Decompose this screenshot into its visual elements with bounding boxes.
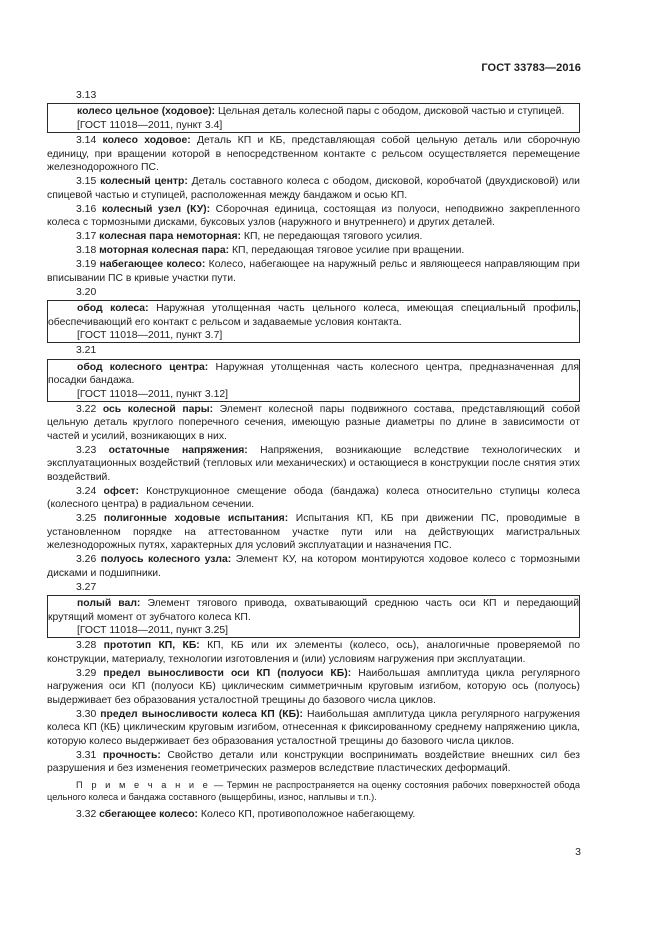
term-entry [47, 708, 580, 748]
term-name: сбегающее колесо: [99, 808, 198, 820]
term-number: 3.17 [76, 231, 97, 243]
term-entry [47, 512, 580, 552]
term-number: 3.29 [76, 667, 97, 679]
term-definition: Элемент тягового привода, охватывающий среднюю часть оси КП и передающий крутящий момент от зубчатого колеса КП. [48, 598, 580, 623]
term-entry [47, 258, 580, 285]
term-name: колесо цельное (ходовое): [77, 106, 216, 118]
note [47, 779, 580, 803]
term-definition: Колесо КП, противоположное набегающему. [198, 808, 416, 820]
term-number: 3.15 [76, 176, 97, 188]
term-number: 3.31 [76, 749, 97, 761]
term-entry [47, 444, 580, 484]
term-number: 3.30 [76, 708, 97, 720]
note-label: П р и м е ч а н и е [76, 779, 211, 790]
term-box [47, 595, 580, 638]
term-number: 3.16 [76, 203, 97, 215]
term-definition: Напряжения, возникающие вследствие технологических и эксплуатационных воздействий (тепловых или механических) и остающиеся в конструкции после снятия этих воздействий. [47, 444, 580, 483]
term-number: 3.25 [76, 513, 97, 525]
term-name: колесо ходовое: [102, 135, 191, 147]
term-entry [47, 639, 580, 666]
page-number: 3 [575, 846, 581, 858]
term-definition: КП, передающая тяговое усилие при вращении. [229, 245, 465, 257]
term-entry [47, 808, 580, 821]
term-box [47, 359, 580, 402]
term-definition: Цельная деталь колесной пары с ободом, дисковой частью и ступицей. [215, 106, 565, 118]
term-entry [47, 485, 580, 512]
term-number: 3.19 [76, 259, 97, 271]
term-definition: Свойство детали или конструкции воспринимать воздействие внешних сил без разрушения и без изменения геометрических размеров вследствие пластических деформаций. [47, 749, 581, 775]
term-name: колесная пара немоторная: [99, 231, 242, 243]
term-box [47, 103, 580, 133]
term-definition: Испытания КП, КБ при движении ПС, проводимые в установленном порядке на аттестованном участке пути или на действующих магистральных железнодорожных путях, характерных для условий эксплуатации и назначения ПС. [47, 513, 581, 552]
term-entry [47, 749, 580, 776]
term-name: прототип КП, КБ: [103, 640, 200, 652]
term-number: 3.32 [76, 808, 97, 820]
term-reference: [ГОСТ 11018—2011, пункт 3.25] [77, 625, 229, 636]
term-definition: Наружная утолщенная часть цельного колеса, имеющая специальный профиль, обеспечивающий его контакт с рельсом и задаваемые условия контакта. [48, 303, 580, 328]
term-name: ось колесной пары: [102, 404, 214, 416]
term-entry [47, 203, 580, 230]
term-number: 3.26 [76, 554, 97, 566]
term-entry [48, 361, 579, 388]
term-entry [47, 230, 580, 243]
term-name: остаточные напряжения: [108, 444, 248, 456]
term-number: 3.14 [76, 135, 97, 147]
term-number: 3.24 [76, 485, 97, 497]
term-name: моторная колесная пара: [99, 245, 230, 257]
term-name: полуось колесного узла: [100, 554, 232, 566]
term-entry [48, 105, 579, 118]
term-definition: КП, КБ или их элементы (колесо, ось), аналогичные проверяемой по конструкции, материалу, технологии изготовления и (или) условиям нагружения при эксплуатации. [47, 640, 581, 665]
term-definition: Элемент КУ, на котором монтируются ходовое колесо с тормозными дисками и подшипники. [47, 554, 581, 579]
term-name: полигонные ходовые испытания: [103, 513, 289, 525]
term-name: предел выносливости оси КП (полуоси КБ): [103, 667, 352, 679]
term-entry [47, 134, 580, 174]
term-definition: Наружная утолщенная часть колесного центра, предназначенная для посадки бандажа. [48, 361, 579, 387]
term-name: прочность: [102, 749, 161, 761]
term-number: 3.28 [76, 640, 97, 652]
term-reference: [ГОСТ 11018—2011, пункт 3.7] [77, 330, 223, 342]
term-name: обод колесного центра: [77, 361, 209, 373]
terms-section [47, 89, 580, 822]
term-number: 3.20 [76, 286, 97, 298]
term-number: 3.21 [76, 345, 97, 357]
term-number: 3.23 [76, 444, 97, 456]
term-definition: Элемент колесной пары подвижного состава, представляющий собой цельную деталь круглого поперечного сечения, имеющую разные диаметры по длине в зависимости от частей и усилий, возникающих в них. [47, 404, 581, 442]
term-entry [47, 667, 580, 707]
term-definition: КП, не передающая тягового усилия. [241, 231, 423, 243]
term-name: обод колеса: [77, 303, 149, 315]
term-name: предел выносливости колеса КП (КБ): [100, 708, 303, 720]
term-name: колесный узел (КУ): [101, 203, 211, 215]
term-entry [47, 244, 580, 257]
term-box [47, 300, 580, 343]
term-definition: Сборочная единица, состоящая из полуоси, неподвижно закрепленного колеса с тормозными дисками, буксовых узлов (наружного и внутреннего) и других деталей. [47, 203, 580, 229]
term-number: 3.13 [76, 90, 97, 101]
term-definition: Колесо, набегающее на наружный рельс и являющееся направляющим при вписывании ПС в кривые участки пути. [47, 259, 580, 284]
term-entry [47, 175, 580, 202]
term-reference: [ГОСТ 11018—2011, пункт 3.12] [77, 388, 229, 400]
term-number: 3.27 [76, 581, 97, 593]
term-definition: Конструкционное смещение обода (бандажа) колеса относительно ступицы колеса (колесного центра) в радиальном сечении. [47, 485, 581, 511]
term-name: колесный центр: [100, 176, 188, 188]
note-text: — Термин не распространяется на оценку состояния рабочих поверхностей обода цельного колеса и бандажа составного (выщербины, износ, наплывы и т.п.). [47, 779, 580, 802]
term-entry [47, 553, 580, 580]
term-number: 3.22 [76, 404, 97, 416]
term-name: набегающее колесо: [99, 259, 206, 271]
term-name: офсет: [103, 485, 139, 497]
term-definition: Деталь КП и КБ, представляющая собой цельную деталь или сборочную единицу, при вращении которой в непосредственном контакте с рельсом осуществляется перемещение железнодорожного ПС. [47, 135, 580, 174]
term-reference: [ГОСТ 11018—2011, пункт 3.4] [77, 119, 223, 131]
term-entry [48, 302, 579, 329]
term-entry [48, 597, 579, 624]
term-definition: Наибольшая амплитуда цикла регулярного нагружения оси КП (полуоси КБ) циклическим симметричным круговым изгибом, которую ось (полуось) выдерживает без образования усталостной трещины до базового числа циклов. [47, 667, 580, 706]
document-header-id: ГОСТ 33783—2016 [481, 62, 581, 74]
term-name: полый вал: [77, 598, 141, 610]
term-number: 3.18 [76, 245, 97, 257]
term-definition: Наибольшая амплитуда цикла регулярного нагружения колеса КП (КБ) циклическим круговым изгибом, отнесенная к фиксированному среднему напряжению цикла, которую колесо выдерживает без образования усталостной трещины до базового числа циклов. [47, 708, 580, 747]
term-entry [47, 403, 580, 443]
term-definition: Деталь составного колеса с ободом, дисковой, коробчатой (двухдисковой) или спицевой частью и ступицей, расположенная между бандажом и осью КП. [47, 176, 580, 201]
